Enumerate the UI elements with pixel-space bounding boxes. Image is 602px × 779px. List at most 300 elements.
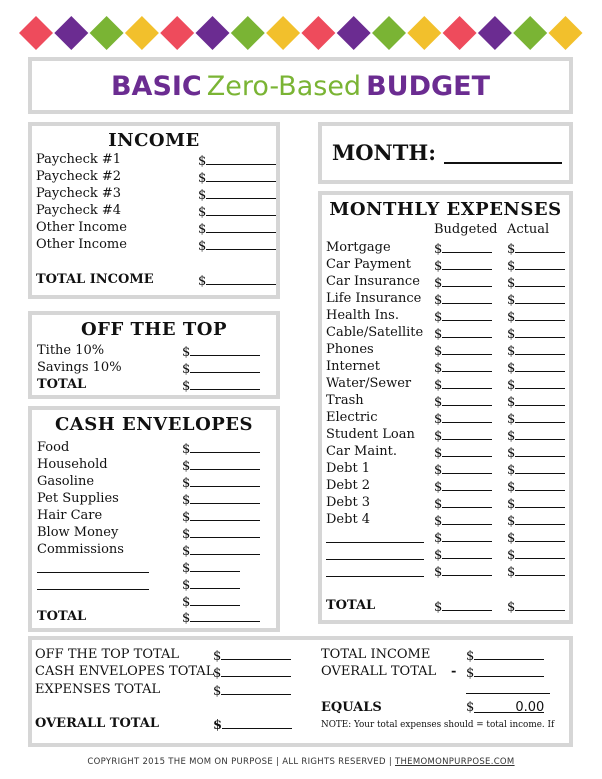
- expense-actual-blank[interactable]: [515, 563, 565, 576]
- summary-overall-right-field[interactable]: [466, 664, 544, 681]
- currency-sign: $: [434, 276, 443, 291]
- currency-sign: $: [182, 510, 191, 525]
- expense-item-label: Life Insurance: [326, 291, 422, 306]
- diamond-shape: [549, 16, 583, 50]
- currency-sign: $: [434, 531, 443, 546]
- expense-budgeted-blank[interactable]: [442, 512, 492, 525]
- expense-budgeted-blank[interactable]: [442, 461, 492, 474]
- currency-sign: $: [182, 459, 191, 474]
- off-the-top-header: OFF THE TOP: [80, 319, 227, 340]
- expense-actual-field[interactable]: [507, 342, 565, 359]
- currency-sign: $: [507, 480, 516, 495]
- expense-budgeted-blank[interactable]: [442, 478, 492, 491]
- expense-budgeted-blank[interactable]: [442, 257, 492, 270]
- expense-budgeted-blank[interactable]: [442, 240, 492, 253]
- income-header: INCOME: [108, 130, 200, 151]
- currency-sign: $: [507, 412, 516, 427]
- expense-custom-label-blank[interactable]: [326, 558, 424, 560]
- expense-actual-blank[interactable]: [515, 495, 565, 508]
- currency-sign: $: [507, 242, 516, 257]
- expense-actual-blank[interactable]: [515, 291, 565, 304]
- off-the-top-item-field[interactable]: [182, 343, 260, 360]
- currency-sign: $: [434, 344, 443, 359]
- off-the-top-item-blank[interactable]: [190, 360, 260, 373]
- currency-sign: $: [507, 514, 516, 529]
- expense-budgeted-field[interactable]: [434, 257, 492, 274]
- expense-item-label: Debt 1: [326, 461, 371, 476]
- currency-sign: $: [434, 446, 443, 461]
- cash-envelope-item-label: Household: [37, 457, 108, 472]
- currency-sign: $: [182, 442, 191, 457]
- expense-actual-field[interactable]: [507, 274, 565, 291]
- summary-cash-envelopes-blank[interactable]: [221, 664, 291, 677]
- income-item-field[interactable]: [198, 220, 276, 237]
- currency-sign: $: [507, 463, 516, 478]
- off-the-top-section: [28, 311, 280, 399]
- expense-item-label: Car Maint.: [326, 444, 397, 459]
- expense-item-label: Cable/Satellite: [326, 325, 424, 340]
- currency-sign: $: [507, 344, 516, 359]
- currency-sign: $: [182, 544, 191, 559]
- summary-overall-right-blank[interactable]: [474, 664, 544, 677]
- currency-sign: $: [434, 327, 443, 342]
- cash-envelope-custom-field[interactable]: [182, 576, 240, 593]
- cash-envelope-custom-label-blank[interactable]: [37, 588, 149, 590]
- currency-sign: $: [434, 412, 443, 427]
- col-actual: Actual: [507, 222, 550, 237]
- currency-sign: $: [198, 171, 207, 186]
- cash-envelope-item-label: Commissions: [37, 542, 124, 557]
- currency-sign: $: [507, 446, 516, 461]
- expense-item-label: Car Insurance: [326, 274, 420, 289]
- currency-sign: $: [434, 361, 443, 376]
- equals-value[interactable]: 0.00: [474, 700, 544, 713]
- diamond-shape: [337, 16, 371, 50]
- expense-actual-field[interactable]: [507, 359, 565, 376]
- currency-sign: $: [507, 600, 516, 615]
- expense-actual-field[interactable]: [507, 257, 565, 274]
- expense-actual-field[interactable]: [507, 512, 565, 529]
- expense-actual-blank[interactable]: [515, 342, 565, 355]
- cash-envelope-item-label: Pet Supplies: [37, 491, 119, 506]
- expense-item-label: Mortgage: [326, 240, 391, 255]
- expense-budgeted-field[interactable]: [434, 359, 492, 376]
- expenses-total-actual-blank[interactable]: [515, 598, 565, 611]
- cash-envelope-custom-blank[interactable]: [190, 593, 240, 606]
- cash-envelope-custom-blank[interactable]: [190, 576, 240, 589]
- expense-actual-blank[interactable]: [515, 512, 565, 525]
- income-section: [28, 122, 280, 299]
- currency-sign: $: [213, 684, 222, 699]
- equals-field[interactable]: [466, 700, 544, 715]
- currency-sign: $: [434, 600, 443, 615]
- expense-budgeted-field[interactable]: [434, 444, 492, 461]
- expense-actual-blank[interactable]: [515, 444, 565, 457]
- expense-item-label: Car Payment: [326, 257, 411, 272]
- currency-sign: $: [182, 379, 191, 394]
- expense-budgeted-field[interactable]: [434, 342, 492, 359]
- summary-overall-label: OVERALL TOTAL: [35, 716, 159, 731]
- cash-envelope-item-blank[interactable]: [190, 508, 260, 521]
- currency-sign: $: [434, 565, 443, 580]
- currency-sign: $: [198, 274, 207, 289]
- currency-sign: $: [507, 310, 516, 325]
- summary-cash-envelopes-label: CASH ENVELOPES TOTAL: [35, 664, 215, 679]
- expense-budgeted-field[interactable]: [434, 291, 492, 308]
- expense-budgeted-blank[interactable]: [442, 308, 492, 321]
- currency-sign: $: [507, 276, 516, 291]
- currency-sign: $: [434, 429, 443, 444]
- currency-sign: $: [466, 700, 475, 715]
- summary-off-the-top-field[interactable]: [213, 647, 291, 664]
- expense-actual-field[interactable]: [507, 240, 565, 257]
- off-the-top-item-field[interactable]: [182, 360, 260, 377]
- expense-actual-field[interactable]: [507, 325, 565, 342]
- expense-actual-blank[interactable]: [515, 546, 565, 559]
- off-the-top-total-blank[interactable]: [190, 377, 260, 390]
- income-item-label: Other Income: [36, 220, 127, 235]
- month-field[interactable]: [444, 162, 562, 164]
- month-label: MONTH:: [332, 140, 436, 165]
- income-item-label: Other Income: [36, 237, 127, 252]
- currency-sign: $: [507, 293, 516, 308]
- income-item-field[interactable]: [198, 186, 276, 203]
- expense-custom-label-blank[interactable]: [326, 541, 424, 543]
- expense-budgeted-blank[interactable]: [442, 274, 492, 287]
- expense-actual-field[interactable]: [507, 495, 565, 512]
- currency-sign: $: [434, 497, 443, 512]
- expense-budgeted-blank[interactable]: [442, 342, 492, 355]
- expense-actual-field[interactable]: [507, 308, 565, 325]
- rights: ALL RIGHTS RESERVED: [282, 757, 386, 767]
- expense-budgeted-field[interactable]: [434, 427, 492, 444]
- expense-item-label: Health Ins.: [326, 308, 399, 323]
- currency-sign: $: [182, 595, 191, 610]
- expense-actual-blank[interactable]: [515, 325, 565, 338]
- summary-expenses-blank[interactable]: [221, 682, 291, 695]
- expense-budgeted-blank[interactable]: [442, 444, 492, 457]
- cash-envelopes-header: CASH ENVELOPES: [54, 414, 253, 435]
- expense-budgeted-field[interactable]: [434, 495, 492, 512]
- title-budget: BUDGET: [366, 71, 491, 102]
- currency-sign: $: [507, 378, 516, 393]
- currency-sign: $: [182, 561, 191, 576]
- currency-sign: $: [434, 463, 443, 478]
- income-item-blank[interactable]: [206, 237, 276, 250]
- cash-envelope-custom-blank[interactable]: [190, 559, 240, 572]
- diamond-shape: [478, 16, 512, 50]
- expense-budgeted-blank[interactable]: [442, 529, 492, 542]
- cash-envelope-item-field[interactable]: [182, 457, 260, 474]
- copyright: COPYRIGHT 2015 THE MOM ON PURPOSE: [87, 757, 273, 767]
- currency-sign: $: [507, 361, 516, 376]
- expense-actual-field[interactable]: [507, 291, 565, 308]
- expense-budgeted-blank[interactable]: [442, 325, 492, 338]
- expense-budgeted-field[interactable]: [434, 512, 492, 529]
- expense-actual-field[interactable]: [507, 376, 565, 393]
- currency-sign: $: [182, 578, 191, 593]
- monthly-expenses-header: MONTHLY EXPENSES: [329, 199, 562, 220]
- cash-envelope-item-label: Blow Money: [37, 525, 119, 540]
- income-item-label: Paycheck #3: [36, 186, 122, 201]
- expenses-total-label: TOTAL: [326, 598, 376, 613]
- cash-envelope-custom-label-blank[interactable]: [37, 571, 149, 573]
- cash-envelope-item-blank[interactable]: [190, 474, 260, 487]
- expense-actual-field[interactable]: [507, 478, 565, 495]
- cash-envelope-item-field[interactable]: [182, 491, 260, 508]
- expense-budgeted-field[interactable]: [434, 240, 492, 257]
- currency-sign: $: [182, 527, 191, 542]
- month-section: [318, 122, 573, 184]
- diamond-shape: [54, 16, 88, 50]
- expense-budgeted-field[interactable]: [434, 393, 492, 410]
- currency-sign: $: [434, 514, 443, 529]
- diamond-shape: [266, 16, 300, 50]
- expense-item-label: Internet: [326, 359, 380, 374]
- currency-sign: $: [182, 493, 191, 508]
- expense-budgeted-blank[interactable]: [442, 427, 492, 440]
- income-item-field[interactable]: [198, 152, 276, 169]
- currency-sign: $: [434, 395, 443, 410]
- cash-envelope-custom-field[interactable]: [182, 559, 240, 576]
- summary-total-income-field[interactable]: [466, 647, 544, 664]
- title-basic: BASIC: [110, 71, 202, 102]
- note-text: NOTE: Your total expenses should = total income. If: [321, 720, 555, 730]
- expense-budgeted-field[interactable]: [434, 529, 492, 546]
- cash-envelope-item-label: Food: [37, 440, 70, 455]
- summary-expenses-field[interactable]: [213, 682, 291, 699]
- expense-actual-blank[interactable]: [515, 359, 565, 372]
- off-the-top-item-label: Savings 10%: [37, 360, 122, 375]
- summary-section: [28, 636, 573, 747]
- expense-budgeted-field[interactable]: [434, 274, 492, 291]
- expense-actual-blank[interactable]: [515, 478, 565, 491]
- off-the-top-item-blank[interactable]: [190, 343, 260, 356]
- cash-envelope-item-field[interactable]: [182, 508, 260, 525]
- expense-budgeted-blank[interactable]: [442, 376, 492, 389]
- total-income-row: [36, 272, 154, 287]
- income-item-field[interactable]: [198, 237, 276, 254]
- expense-item-label: Student Loan: [326, 427, 415, 442]
- col-budgeted: Budgeted: [434, 222, 498, 237]
- expense-actual-blank[interactable]: [515, 274, 565, 287]
- expense-actual-blank[interactable]: [515, 376, 565, 389]
- expense-item-label: Water/Sewer: [326, 376, 412, 391]
- summary-overall-right-label: OVERALL TOTAL: [321, 664, 437, 679]
- separator: |: [276, 757, 280, 767]
- currency-sign: $: [198, 188, 207, 203]
- expenses-total-actual-field[interactable]: [507, 598, 565, 615]
- expense-actual-blank[interactable]: [515, 393, 565, 406]
- currency-sign: $: [198, 239, 207, 254]
- title-zero-based: Zero-Based: [206, 71, 362, 102]
- currency-sign: $: [198, 222, 207, 237]
- income-item-blank[interactable]: [206, 152, 276, 165]
- diamond-shape: [19, 16, 53, 50]
- expense-actual-field[interactable]: [507, 563, 565, 580]
- summary-off-the-top-blank[interactable]: [221, 647, 291, 660]
- expense-budgeted-blank[interactable]: [442, 546, 492, 559]
- income-item-blank[interactable]: [206, 203, 276, 216]
- summary-total-income-label: TOTAL INCOME: [321, 647, 431, 662]
- off-the-top-item-label: Tithe 10%: [37, 343, 105, 358]
- expense-actual-blank[interactable]: [515, 427, 565, 440]
- currency-sign: $: [434, 310, 443, 325]
- currency-sign: $: [434, 480, 443, 495]
- cash-envelope-item-blank[interactable]: [190, 491, 260, 504]
- expenses-total-budgeted-blank[interactable]: [442, 598, 492, 611]
- expense-actual-blank[interactable]: [515, 240, 565, 253]
- currency-sign: $: [434, 378, 443, 393]
- expense-budgeted-field[interactable]: [434, 376, 492, 393]
- expense-item-label: Debt 4: [326, 512, 371, 527]
- off-the-top-total-field[interactable]: [182, 377, 260, 394]
- currency-sign: $: [182, 476, 191, 491]
- currency-sign: $: [434, 548, 443, 563]
- expense-actual-blank[interactable]: [515, 529, 565, 542]
- total-income-label: TOTAL INCOME: [36, 272, 154, 287]
- cash-envelope-item-field[interactable]: [182, 474, 260, 491]
- currency-sign: $: [507, 429, 516, 444]
- expense-actual-field[interactable]: [507, 546, 565, 563]
- diamond-shape: [196, 16, 230, 50]
- income-item-label: Paycheck #1: [36, 152, 122, 167]
- expense-item-label: Phones: [326, 342, 374, 357]
- cash-envelope-custom-field[interactable]: [182, 593, 240, 610]
- currency-sign: $: [466, 666, 475, 681]
- expense-budgeted-field[interactable]: [434, 546, 492, 563]
- income-item-label: Paycheck #2: [36, 169, 122, 184]
- expense-actual-field[interactable]: [507, 393, 565, 410]
- cash-envelope-item-field[interactable]: [182, 525, 260, 542]
- expense-budgeted-blank[interactable]: [442, 359, 492, 372]
- income-item-field[interactable]: [198, 169, 276, 186]
- cash-envelope-item-field[interactable]: [182, 542, 260, 559]
- summary-overall-field[interactable]: [213, 716, 292, 733]
- separator: |: [388, 757, 392, 767]
- income-item-blank[interactable]: [206, 220, 276, 233]
- diamond-shape: [372, 16, 406, 50]
- currency-sign: $: [182, 362, 191, 377]
- expense-actual-field[interactable]: [507, 410, 565, 427]
- diamond-shape: [443, 16, 477, 50]
- summary-cash-envelopes-field[interactable]: [213, 664, 291, 681]
- cash-envelope-item-blank[interactable]: [190, 525, 260, 538]
- currency-sign: $: [182, 611, 191, 626]
- expense-budgeted-blank[interactable]: [442, 495, 492, 508]
- subtraction-line: [466, 692, 550, 694]
- income-item-blank[interactable]: [206, 186, 276, 199]
- income-item-field[interactable]: [198, 203, 276, 220]
- expense-budgeted-field[interactable]: [434, 563, 492, 580]
- currency-sign: $: [507, 327, 516, 342]
- expense-item-label: Debt 2: [326, 478, 371, 493]
- diamond-shape: [301, 16, 335, 50]
- diamond-shape: [513, 16, 547, 50]
- diamond-shape: [407, 16, 441, 50]
- currency-sign: $: [466, 649, 475, 664]
- cash-envelopes-total-label: TOTAL: [37, 609, 87, 624]
- expense-budgeted-field[interactable]: [434, 410, 492, 427]
- off-the-top-total-label: TOTAL: [37, 377, 87, 392]
- diamond-border: [0, 0, 602, 60]
- diamond-shape: [125, 16, 159, 50]
- diamond-shape: [90, 16, 124, 50]
- summary-off-the-top-label: OFF THE TOP TOTAL: [35, 647, 179, 662]
- summary-overall-blank[interactable]: [222, 716, 292, 729]
- cash-envelope-item-field[interactable]: [182, 440, 260, 457]
- diamond-shape: [160, 16, 194, 50]
- expense-actual-blank[interactable]: [515, 308, 565, 321]
- total-income-field[interactable]: [198, 272, 276, 289]
- currency-sign: $: [182, 345, 191, 360]
- summary-total-income-blank[interactable]: [474, 647, 544, 660]
- cash-envelope-item-label: Hair Care: [37, 508, 103, 523]
- expense-budgeted-blank[interactable]: [442, 291, 492, 304]
- expense-budgeted-field[interactable]: [434, 325, 492, 342]
- site-link[interactable]: THEMOMONPURPOSE.COM: [395, 757, 515, 767]
- diamond-shape: [231, 16, 265, 50]
- expense-actual-field[interactable]: [507, 461, 565, 478]
- currency-sign: $: [198, 205, 207, 220]
- expense-actual-blank[interactable]: [515, 410, 565, 423]
- expense-item-label: Electric: [326, 410, 378, 425]
- expense-custom-label-blank[interactable]: [326, 575, 424, 577]
- summary-expenses-label: EXPENSES TOTAL: [35, 682, 161, 697]
- cash-envelope-item-label: Gasoline: [37, 474, 95, 489]
- currency-sign: $: [213, 666, 222, 681]
- footer: [0, 757, 602, 767]
- minus-sign: -: [451, 664, 457, 679]
- monthly-expenses-section: [318, 191, 573, 624]
- expense-actual-blank[interactable]: [515, 257, 565, 270]
- currency-sign: $: [434, 259, 443, 274]
- equals-label: EQUALS: [321, 700, 382, 715]
- expense-actual-blank[interactable]: [515, 461, 565, 474]
- expense-budgeted-blank[interactable]: [442, 410, 492, 423]
- currency-sign: $: [507, 565, 516, 580]
- expense-actual-field[interactable]: [507, 529, 565, 546]
- cash-envelopes-total-field[interactable]: [182, 609, 260, 626]
- income-item-blank[interactable]: [206, 169, 276, 182]
- currency-sign: $: [507, 395, 516, 410]
- expense-actual-field[interactable]: [507, 427, 565, 444]
- income-item-label: Paycheck #4: [36, 203, 122, 218]
- expense-budgeted-field[interactable]: [434, 308, 492, 325]
- cash-envelope-item-blank[interactable]: [190, 457, 260, 470]
- expense-budgeted-blank[interactable]: [442, 563, 492, 576]
- expense-budgeted-field[interactable]: [434, 478, 492, 495]
- currency-sign: $: [507, 497, 516, 512]
- currency-sign: $: [213, 718, 223, 733]
- currency-sign: $: [507, 531, 516, 546]
- cash-envelope-item-blank[interactable]: [190, 542, 260, 555]
- expenses-total-budgeted-field[interactable]: [434, 598, 492, 615]
- cash-envelope-item-blank[interactable]: [190, 440, 260, 453]
- cash-envelopes-section: [28, 406, 280, 632]
- expense-budgeted-blank[interactable]: [442, 393, 492, 406]
- expense-item-label: Debt 3: [326, 495, 371, 510]
- page-title: [32, 71, 569, 102]
- currency-sign: $: [198, 154, 207, 169]
- title-box: [28, 57, 573, 114]
- expense-budgeted-field[interactable]: [434, 461, 492, 478]
- cash-envelopes-total-blank[interactable]: [190, 609, 260, 622]
- total-income-blank[interactable]: [206, 272, 276, 285]
- currency-sign: $: [507, 259, 516, 274]
- expense-actual-field[interactable]: [507, 444, 565, 461]
- currency-sign: $: [213, 649, 222, 664]
